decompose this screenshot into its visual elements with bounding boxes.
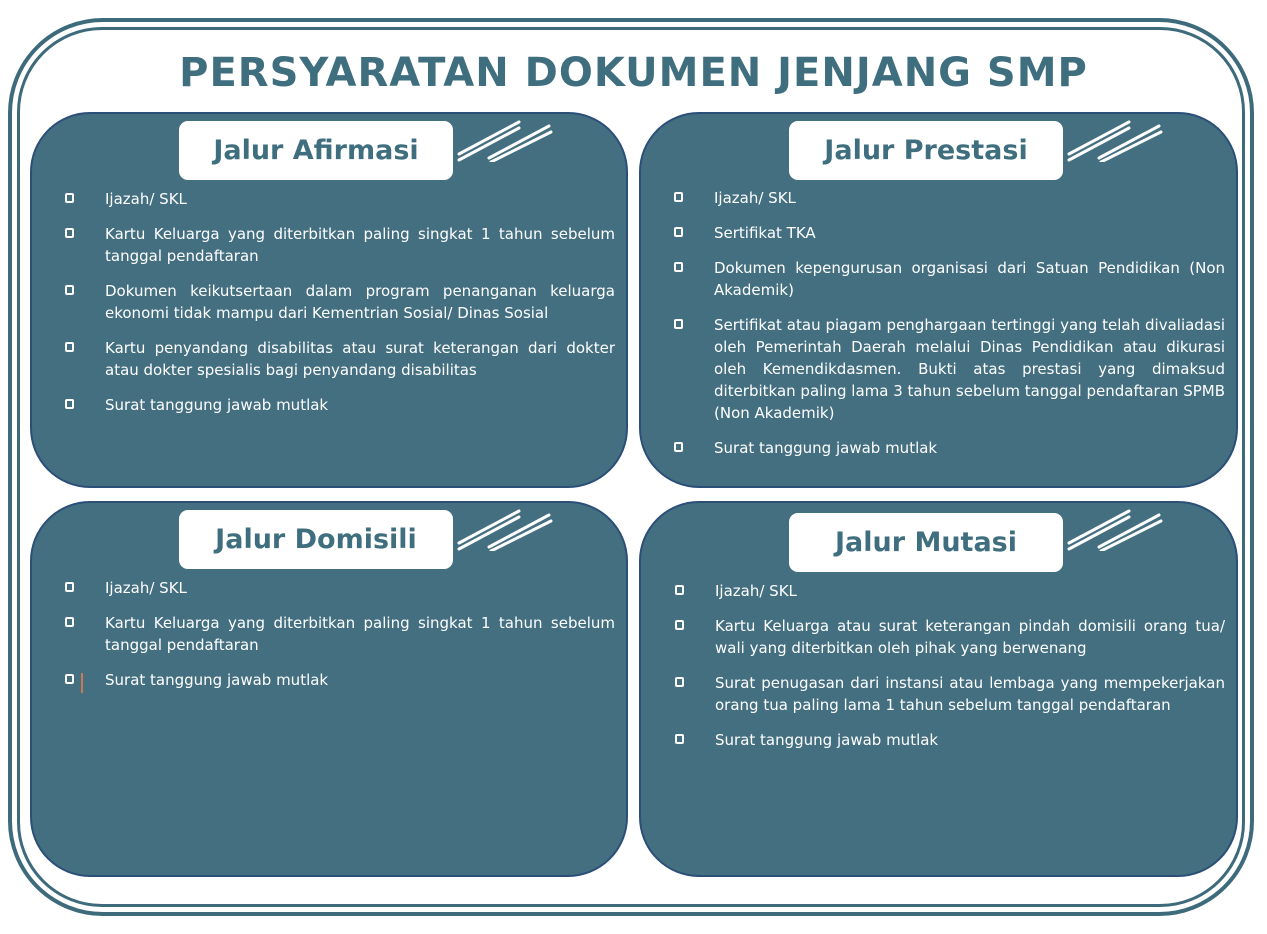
text-cursor xyxy=(81,673,83,693)
item-text: Ijazah/ SKL xyxy=(105,579,187,597)
list-afirmasi xyxy=(61,188,615,429)
page-title: PERSYARATAN DOKUMEN JENJANG SMP xyxy=(179,50,1088,96)
list-item xyxy=(61,188,615,210)
checkbox-bullet-icon xyxy=(675,620,684,630)
list-item xyxy=(670,257,1225,301)
stripes-decoration xyxy=(1067,507,1163,551)
item-text: Kartu Keluarga yang diterbitkan paling singkat 1 tahun sebelum tanggal pendaftaran xyxy=(105,225,615,265)
checkbox-bullet-icon xyxy=(65,617,74,627)
card-title-afirmasi: Jalur Afirmasi xyxy=(179,121,453,180)
item-text: Kartu Keluarga yang diterbitkan paling singkat 1 tahun sebelum tanggal pendaftaran xyxy=(105,614,615,654)
checkbox-bullet-icon xyxy=(65,582,74,592)
list-item xyxy=(61,394,615,416)
checkbox-bullet-icon xyxy=(65,399,74,409)
item-text: Ijazah/ SKL xyxy=(715,582,797,600)
list-item xyxy=(670,222,1225,244)
list-item xyxy=(61,223,615,267)
item-text: Ijazah/ SKL xyxy=(105,190,187,208)
checkbox-bullet-icon xyxy=(65,342,74,352)
list-item xyxy=(671,580,1225,602)
card-title-prestasi: Jalur Prestasi xyxy=(789,121,1063,180)
card-title-mutasi: Jalur Mutasi xyxy=(789,513,1063,572)
item-text: Surat tanggung jawab mutlak xyxy=(714,439,938,457)
list-prestasi xyxy=(670,187,1225,472)
checkbox-bullet-icon xyxy=(674,442,683,452)
list-item xyxy=(670,437,1225,459)
item-text: Surat tanggung jawab mutlak xyxy=(715,731,939,749)
list-item xyxy=(61,669,615,691)
list-item xyxy=(671,729,1225,751)
item-text: Kartu Keluarga atau surat keterangan pindah domisili orang tua/ wali yang diterbitkan oleh pihak yang berwenang xyxy=(715,617,1225,657)
item-text: Dokumen kepengurusan organisasi dari Satuan Pendidikan (Non Akademik) xyxy=(714,259,1225,299)
list-item xyxy=(671,615,1225,659)
item-text: Ijazah/ SKL xyxy=(714,189,796,207)
stripes-decoration xyxy=(1067,118,1163,162)
item-text: Sertifikat atau piagam penghargaan tertinggi yang telah divaliadasi oleh Pemerintah Daerah melalui Dinas Pendidikan atau dikurasi oleh Kemendikdasmen. Bukti atas prestasi yang dimaksud diterbitkan paling lama 3 tahun sebelum tanggal pendaftaran SPMB (Non Akademik) xyxy=(714,316,1225,422)
item-text: Surat tanggung jawab mutlak xyxy=(105,396,329,414)
card-title-domisili: Jalur Domisili xyxy=(179,510,453,569)
item-text: Surat penugasan dari instansi atau lembaga yang mempekerjakan orang tua paling lama 1 tahun sebelum tanggal pendaftaran xyxy=(715,674,1225,714)
stripes-decoration xyxy=(457,507,553,551)
checkbox-bullet-icon xyxy=(675,677,684,687)
list-mutasi xyxy=(671,580,1225,764)
checkbox-bullet-icon xyxy=(674,319,683,329)
item-text: Sertifikat TKA xyxy=(714,224,816,242)
list-item xyxy=(61,577,615,599)
checkbox-bullet-icon xyxy=(674,227,683,237)
checkbox-bullet-icon xyxy=(674,192,683,202)
checkbox-bullet-icon xyxy=(675,734,684,744)
list-item xyxy=(670,314,1225,424)
list-item xyxy=(671,672,1225,716)
list-domisili xyxy=(61,577,615,704)
list-item xyxy=(61,612,615,656)
stripes-decoration xyxy=(457,118,553,162)
item-text: Dokumen keikutsertaan dalam program penanganan keluarga ekonomi tidak mampu dari Kementrian Sosial/ Dinas Sosial xyxy=(105,282,615,322)
checkbox-bullet-icon xyxy=(675,585,684,595)
list-item xyxy=(670,187,1225,209)
checkbox-bullet-icon xyxy=(65,193,74,203)
checkbox-bullet-icon xyxy=(674,262,683,272)
checkbox-bullet-icon xyxy=(65,674,74,684)
item-text: Surat tanggung jawab mutlak xyxy=(105,671,329,689)
checkbox-bullet-icon xyxy=(65,228,74,238)
checkbox-bullet-icon xyxy=(65,285,74,295)
list-item xyxy=(61,337,615,381)
list-item xyxy=(61,280,615,324)
item-text: Kartu penyandang disabilitas atau surat keterangan dari dokter atau dokter spesialis bagi penyandang disabilitas xyxy=(105,339,615,379)
